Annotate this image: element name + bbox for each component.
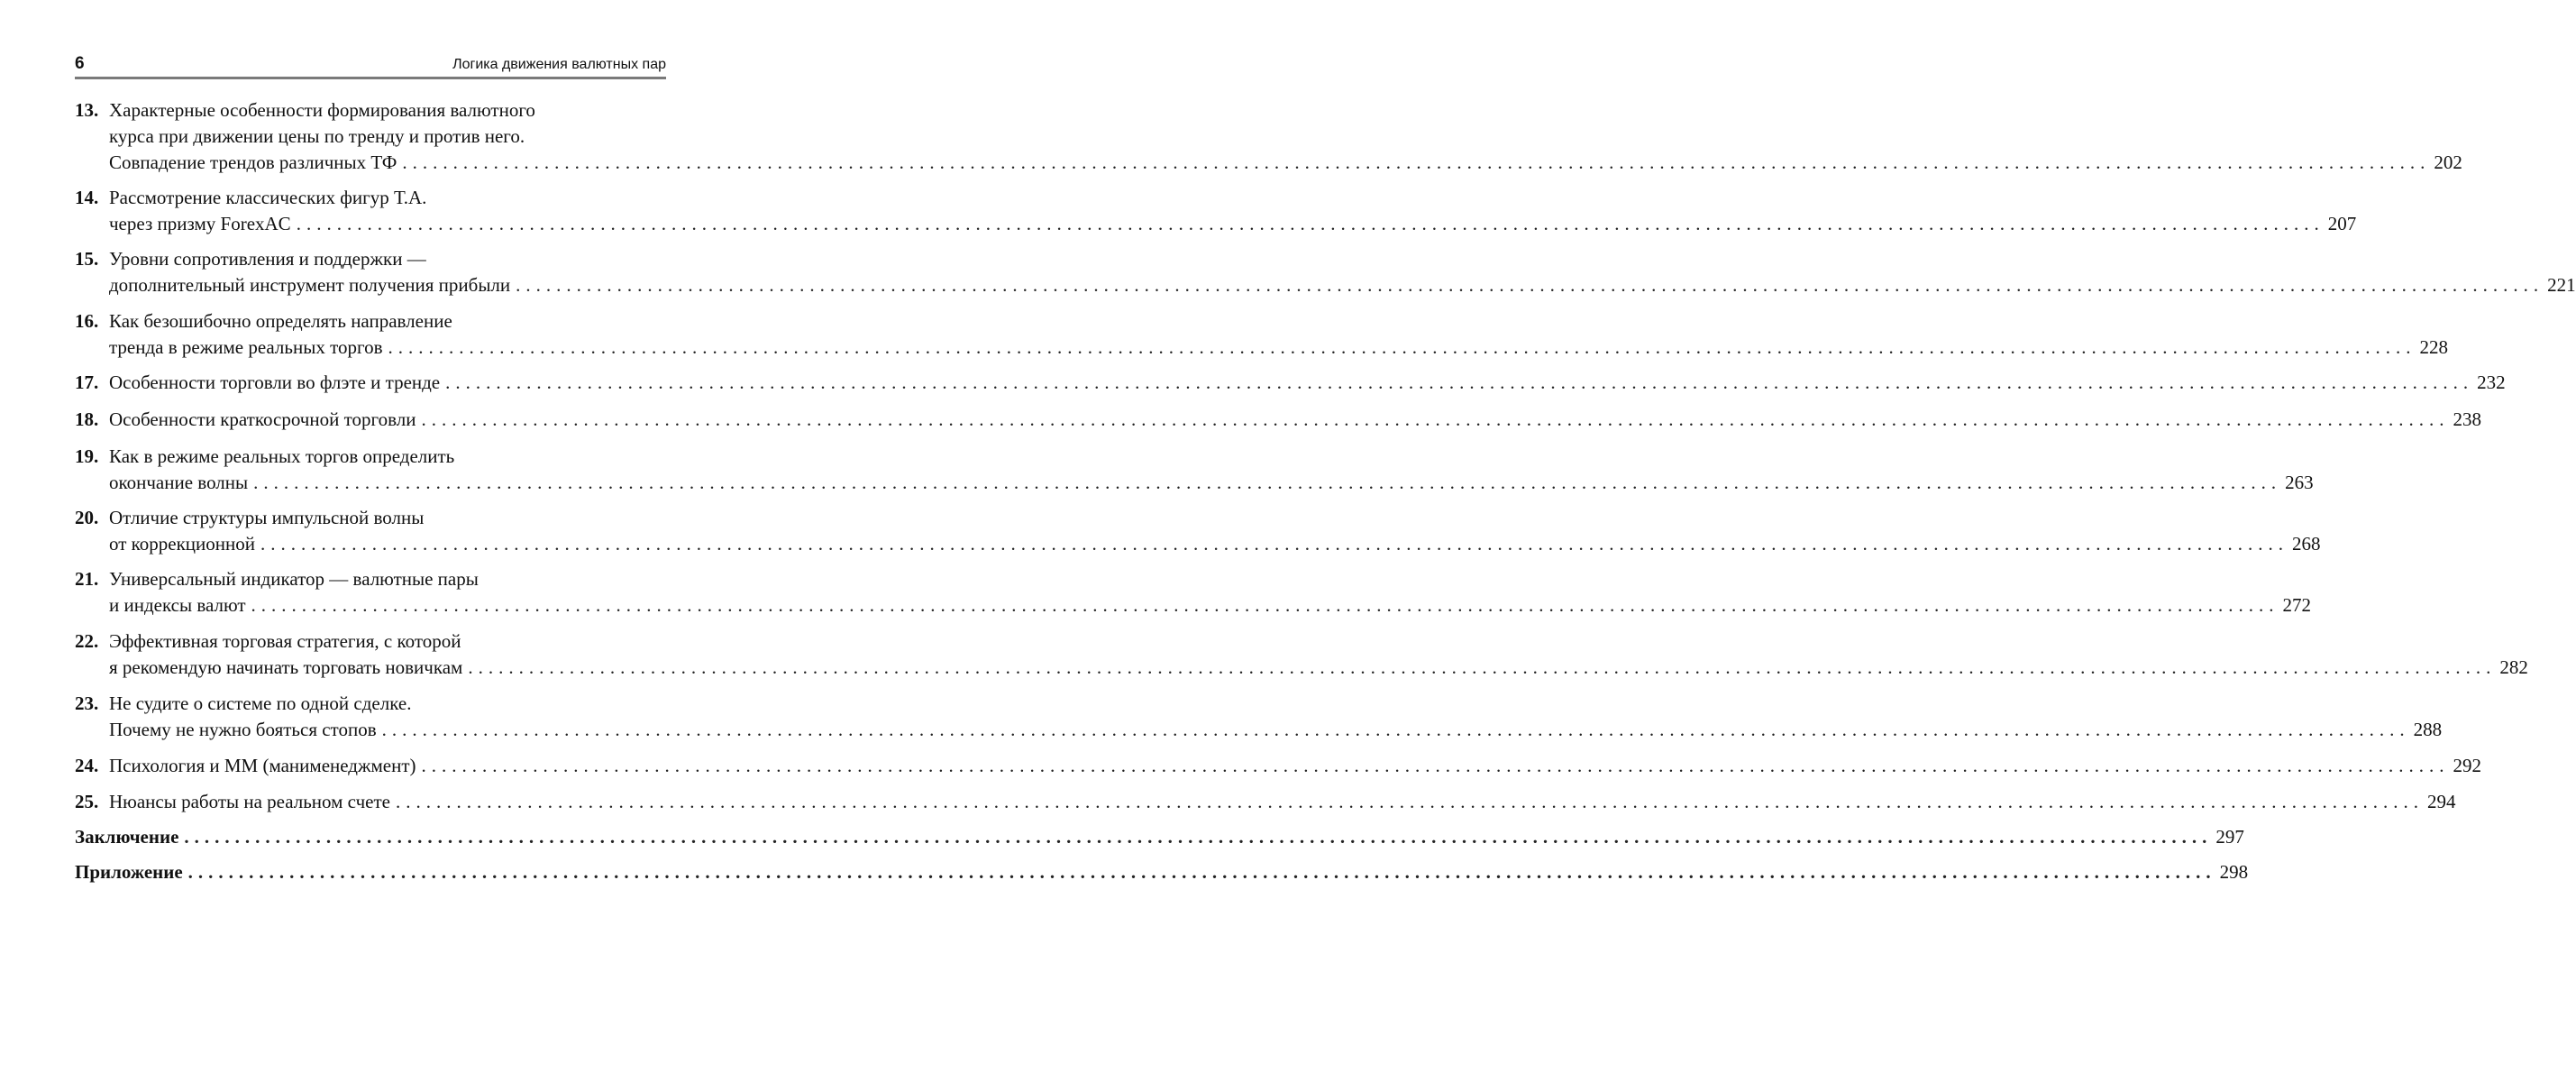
dot-leader: ........................................................................................................................................................................................................: [187, 861, 2216, 883]
chapter-title-line: Эффективная торговая стратегия, с которой: [109, 630, 461, 652]
toc-entry[interactable]: [75, 505, 2321, 557]
dot-leader: ........................................................................................................................................................................................................: [402, 151, 2431, 173]
running-title: Логика движения валютных пар: [452, 57, 666, 72]
dot-leader: ........................................................................................................................................................................................................: [388, 336, 2416, 358]
page-ref: 292: [2453, 755, 2482, 776]
chapter-title-text: я рекомендую начинать торговать новичкам: [109, 656, 463, 678]
page-number: 6: [75, 54, 85, 73]
chapter-title-line: Рассмотрение классических фигур Т.А.: [109, 187, 427, 208]
page-ref: 288: [2413, 719, 2443, 740]
chapter-title-text: Нюансы работы на реальном счете: [109, 791, 390, 812]
chapter-number: 16.: [75, 310, 99, 332]
chapter-number: 15.: [75, 248, 99, 270]
chapter-title-line: Уровни сопротивления и поддержки —: [109, 248, 426, 270]
chapter-title-line: Характерные особенности формирования валютного: [109, 99, 535, 121]
chapter-title-text: Совпадение трендов различных ТФ: [109, 151, 397, 173]
toc-entry[interactable]: [75, 97, 2462, 176]
chapter-number: 23.: [75, 692, 99, 714]
dot-leader: ........................................................................................................................................................................................................: [395, 791, 2424, 812]
chapter-title-text: через призму ForexAC: [109, 213, 291, 234]
chapter-number: 13.: [75, 99, 99, 121]
chapter-title-text: тренда в режиме реальных торгов: [109, 336, 383, 358]
chapter-title-text: дополнительный инструмент получения прибыли: [109, 274, 511, 296]
page-ref: 263: [2285, 472, 2314, 493]
toc-entry[interactable]: [75, 753, 2482, 779]
chapter-title-text: от коррекционной: [109, 533, 256, 555]
chapter-number: 14.: [75, 187, 99, 208]
table-of-contents: [75, 97, 2576, 885]
chapter-title-last-line: [109, 370, 2506, 396]
toc-entry[interactable]: [75, 308, 2448, 361]
toc-entry[interactable]: [75, 824, 2244, 850]
chapter-title-last-line: [75, 859, 2249, 885]
dot-leader: ........................................................................................................................................................................................................: [516, 274, 2544, 296]
page-ref: 202: [2434, 151, 2462, 173]
chapter-title-last-line: [109, 407, 2481, 433]
chapter-title-text: Заключение: [75, 826, 179, 848]
dot-leader: ........................................................................................................................................................................................................: [296, 213, 2325, 234]
toc-entry[interactable]: [75, 246, 2576, 298]
page-ref: 297: [2215, 826, 2244, 848]
chapter-title-last-line: [109, 789, 2456, 815]
dot-leader: ........................................................................................................................................................................................................: [445, 371, 2474, 393]
chapter-title-last-line: [109, 335, 2448, 361]
dot-leader: ........................................................................................................................................................................................................: [421, 408, 2450, 430]
running-header: [75, 51, 666, 79]
chapter-title-last-line: [109, 272, 2576, 298]
chapter-number: 24.: [75, 755, 99, 776]
page-ref: 272: [2282, 594, 2312, 616]
chapter-title-text: Особенности краткосрочной торговли: [109, 408, 416, 430]
chapter-title-last-line: [109, 655, 2528, 681]
chapter-title-line: курса при движении цены по тренду и против него.: [109, 125, 525, 147]
chapter-title-last-line: [109, 470, 2314, 496]
dot-leader: ........................................................................................................................................................................................................: [253, 472, 2282, 493]
page-ref: 238: [2453, 408, 2481, 430]
chapter-number: 25.: [75, 791, 99, 812]
chapter-number: 22.: [75, 630, 99, 652]
toc-entry[interactable]: [75, 407, 2481, 433]
toc-entry[interactable]: [75, 628, 2528, 681]
chapter-title-text: и индексы валют: [109, 594, 246, 616]
dot-leader: ........................................................................................................................................................................................................: [251, 594, 2279, 616]
chapter-title-text: Особенности торговли во флэте и тренде: [109, 371, 441, 393]
toc-entry[interactable]: [75, 370, 2506, 396]
chapter-title-last-line: [109, 150, 2462, 176]
chapter-title-last-line: [109, 211, 2357, 237]
chapter-number: 21.: [75, 568, 99, 590]
chapter-number: 18.: [75, 408, 99, 430]
toc-entry[interactable]: [75, 859, 2249, 885]
page-ref: 298: [2219, 861, 2249, 883]
page-ref: 207: [2327, 213, 2357, 234]
chapter-number: 19.: [75, 445, 99, 467]
dot-leader: ........................................................................................................................................................................................................: [381, 719, 2410, 740]
dot-leader: ........................................................................................................................................................................................................: [421, 755, 2450, 776]
dot-leader: ........................................................................................................................................................................................................: [184, 826, 2213, 848]
chapter-title-last-line: [75, 824, 2244, 850]
chapter-title-last-line: [109, 753, 2482, 779]
dot-leader: ........................................................................................................................................................................................................: [468, 656, 2497, 678]
chapter-title-line: Как безошибочно определять направление: [109, 310, 452, 332]
dot-leader: ........................................................................................................................................................................................................: [260, 533, 2289, 555]
page-ref: 294: [2426, 791, 2456, 812]
chapter-title-line: Универсальный индикатор — валютные пары: [109, 568, 479, 590]
toc-entry[interactable]: [75, 691, 2443, 743]
chapter-title-last-line: [109, 592, 2312, 619]
chapter-title-text: Приложение: [75, 861, 183, 883]
chapter-number: 17.: [75, 371, 99, 393]
toc-entry[interactable]: [75, 185, 2357, 237]
chapter-title-line: Не судите о системе по одной сделке.: [109, 692, 412, 714]
page-ref: 221: [2547, 274, 2576, 296]
chapter-title-line: Как в режиме реальных торгов определить: [109, 445, 455, 467]
page-ref: 268: [2292, 533, 2321, 555]
page-ref: 228: [2419, 336, 2448, 358]
toc-entry[interactable]: [75, 566, 2312, 619]
chapter-title-text: Почему не нужно бояться стопов: [109, 719, 377, 740]
chapter-number: 20.: [75, 507, 99, 528]
chapter-title-last-line: [109, 717, 2443, 743]
chapter-title-last-line: [109, 531, 2321, 557]
page-ref: 282: [2499, 656, 2528, 678]
toc-entry[interactable]: [75, 789, 2456, 815]
page-ref: 232: [2477, 371, 2506, 393]
toc-entry[interactable]: [75, 444, 2314, 496]
chapter-title-text: окончание волны: [109, 472, 249, 493]
chapter-title-line: Отличие структуры импульсной волны: [109, 507, 425, 528]
chapter-title-text: Психология и ММ (манименеджмент): [109, 755, 416, 776]
